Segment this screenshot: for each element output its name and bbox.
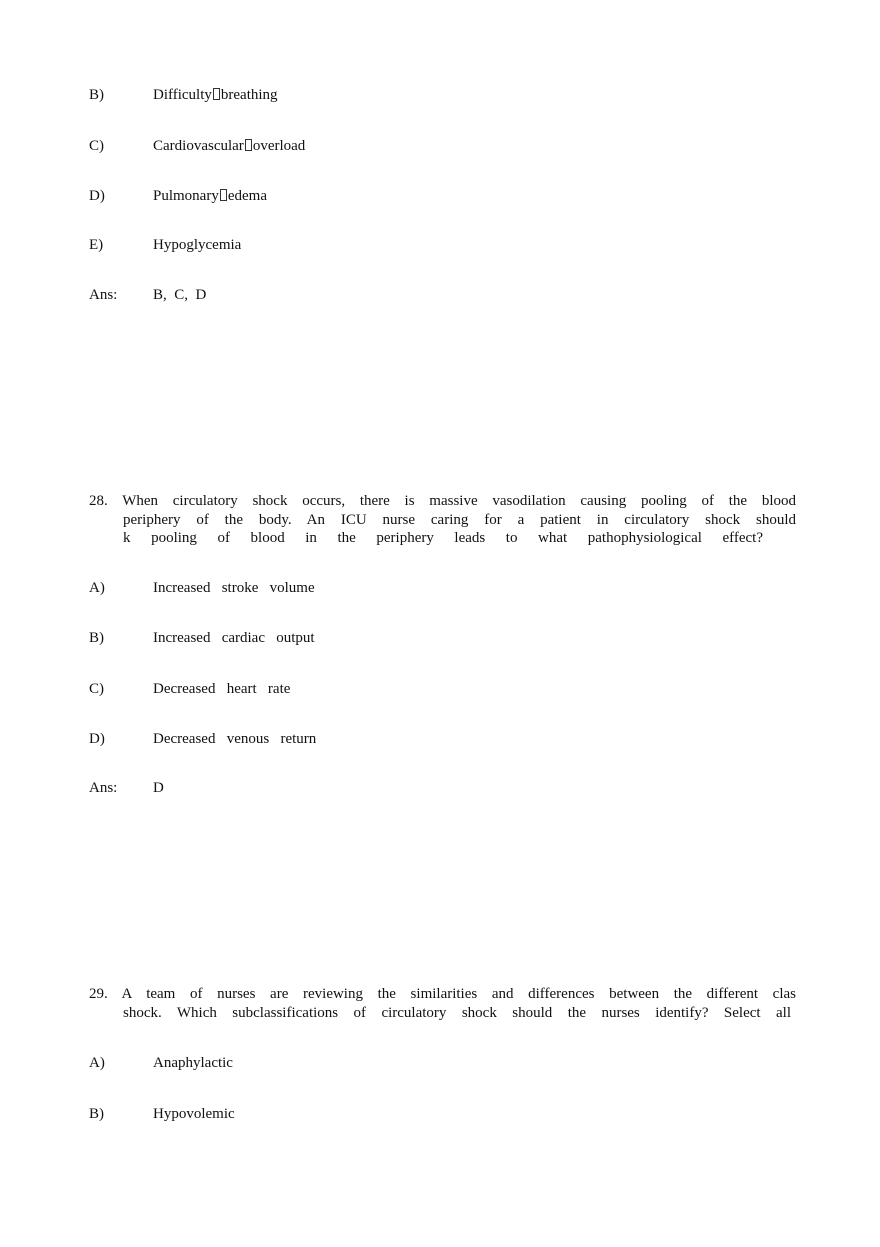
option-text: Anaphylactic — [153, 1055, 233, 1071]
option-text: Decreased heart rate — [153, 681, 291, 697]
option-text-part: edema — [227, 188, 267, 204]
question-text-line: k pooling of blood in the periphery leads to what pathophysiological effect? — [123, 530, 763, 546]
question-text-line: 29. A team of nurses are reviewing the similarities and differences between the different clas — [89, 986, 796, 1002]
option-text — [153, 187, 267, 205]
option-text-part: Cardiovascular — [153, 138, 244, 154]
option-label: A) — [89, 580, 105, 596]
missing-glyph-icon — [245, 139, 252, 151]
option-text: Hypoglycemia — [153, 237, 242, 253]
missing-glyph-icon — [220, 189, 227, 201]
option-label: D) — [89, 731, 105, 747]
option-text: Increased cardiac output — [153, 630, 315, 646]
option-text: Decreased venous return — [153, 731, 317, 747]
question-text-line: 28. When circulatory shock occurs, there is massive vasodilation causing pooling of the blood — [89, 493, 796, 509]
question-28 — [89, 492, 796, 548]
option-text: Increased stroke volume — [153, 580, 315, 596]
option-text — [153, 137, 305, 155]
missing-glyph-icon — [213, 88, 220, 100]
option-label: B) — [89, 630, 104, 646]
answer-value: B, C, D — [153, 287, 207, 303]
question-text-line: shock. Which subclassifications of circulatory shock should the nurses identify? Select all — [123, 1004, 791, 1021]
option-text-part: Pulmonary — [153, 188, 219, 204]
answer-label: Ans: — [89, 287, 118, 303]
answer-value: D — [153, 780, 164, 796]
option-text-part: Difficulty — [153, 87, 212, 103]
option-label: E) — [89, 237, 104, 253]
question-29 — [89, 985, 796, 1022]
question-text-line: periphery of the body. An ICU nurse caring for a patient in circulatory shock should — [123, 511, 796, 528]
option-label: B) — [89, 87, 104, 103]
option-label: B) — [89, 1106, 104, 1122]
option-text-part: breathing — [220, 87, 278, 103]
option-label: C) — [89, 138, 104, 154]
answer-label: Ans: — [89, 780, 118, 796]
option-text: Hypovolemic — [153, 1106, 235, 1122]
option-text — [153, 86, 278, 104]
option-label: A) — [89, 1055, 105, 1071]
option-label: D) — [89, 188, 105, 204]
option-text-part: overload — [252, 138, 306, 154]
option-label: C) — [89, 681, 104, 697]
